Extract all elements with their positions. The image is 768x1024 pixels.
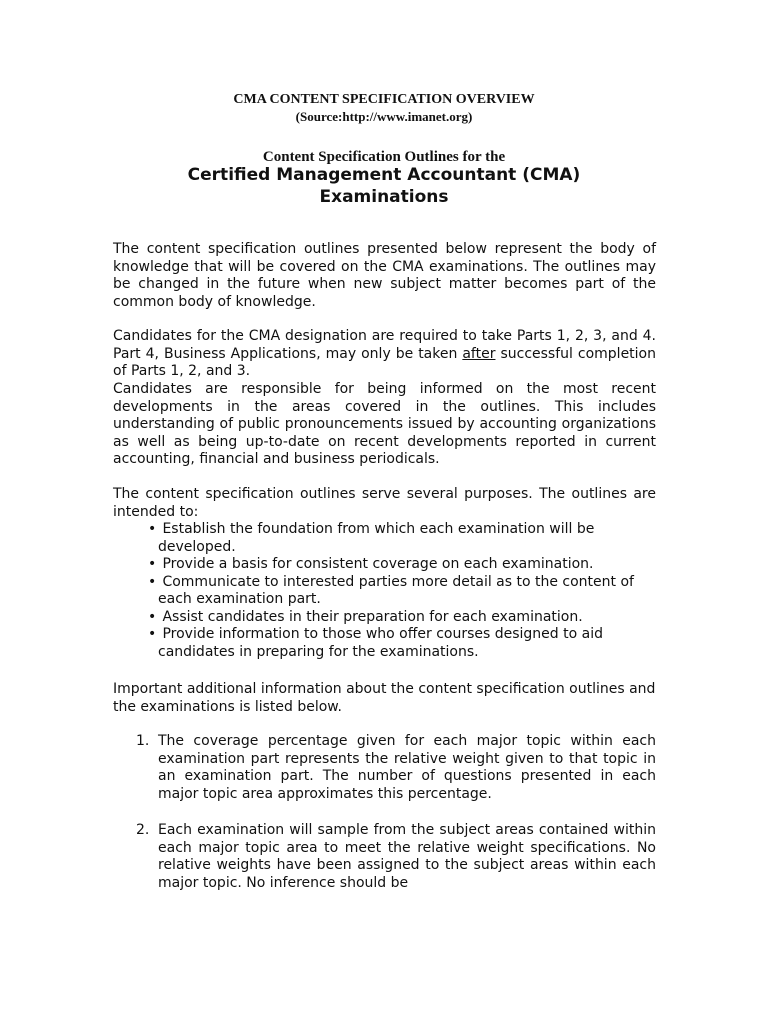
- item-text: The coverage percentage given for each major topic within each examination part represents the relative weight given to that topic in an examination part. The number of questions presented in each major topic area approximates this percentage.: [158, 733, 656, 802]
- item-number: 1.: [136, 733, 150, 749]
- candidates-text-part-1: Candidates for the CMA designation are required to take Parts 1, 2, 3, and 4. Part 4, Business Applications, may only be taken: [113, 328, 656, 362]
- candidates-text-part-2: successful completion of Parts 1, 2, and 3.: [113, 345, 656, 379]
- responsibility-paragraph: Candidates are responsible for being informed on the most recent developments in the areas covered in the outlines. This includes understanding of public pronouncements issued by accounting organizations as well as being up-to-date on recent developments reported in current accounting, financial and business periodicals.: [113, 381, 656, 467]
- additional-info-intro: Important additional information about the content specification outlines and the examinations is listed below.: [113, 681, 656, 715]
- candidates-emphasis: after: [462, 345, 496, 362]
- bullet-icon: •: [148, 626, 157, 642]
- bullet-icon: •: [148, 521, 157, 537]
- intro-paragraph: The content specification outlines presented below represent the body of knowledge that will be covered on the CMA examinations. The outlines may be changed in the future when new subject matter becomes part of the common body of knowledge.: [113, 241, 656, 310]
- purposes-list: [136, 521, 656, 661]
- list-item: • Provide a basis for consistent coverage on each examination.: [148, 556, 594, 572]
- list-item: • Establish the foundation from which each examination will be developed.: [148, 521, 595, 555]
- numbered-list-item-2: [136, 822, 656, 892]
- list-item: • Communicate to interested parties more detail as to the content of each examination part.: [148, 573, 634, 607]
- list-item: • Assist candidates in their preparation for each examination.: [148, 608, 583, 625]
- bullet-icon: •: [148, 556, 157, 572]
- candidates-paragraph: [113, 328, 656, 381]
- outlines-title-line-2: Examinations: [319, 187, 449, 207]
- outlines-title: [0, 164, 768, 208]
- list-item: • Provide information to those who offer courses designed to aid candidates in preparing for the examinations.: [148, 626, 603, 660]
- overview-source: (Source:http://www.imanet.org): [295, 109, 473, 124]
- item-text: Each examination will sample from the subject areas contained within each major topic area to meet the relative weight specifications. No relative weights have been assigned to the subject areas within each major topic. No inference should be: [158, 822, 656, 891]
- outlines-pre-title: Content Specification Outlines for the: [262, 149, 506, 165]
- numbered-list-item-1: [136, 733, 656, 803]
- bullet-icon: •: [148, 573, 157, 590]
- item-number: 2.: [136, 822, 150, 838]
- list-item: [136, 733, 656, 803]
- overview-title: CMA CONTENT SPECIFICATION OVERVIEW: [233, 92, 535, 107]
- purposes-intro: The content specification outlines serve several purposes. The outlines are intended to:: [113, 486, 656, 520]
- outlines-title-line-1: Certified Management Accountant (CMA): [187, 165, 581, 185]
- list-item: [136, 822, 656, 892]
- bullet-icon: •: [148, 608, 157, 625]
